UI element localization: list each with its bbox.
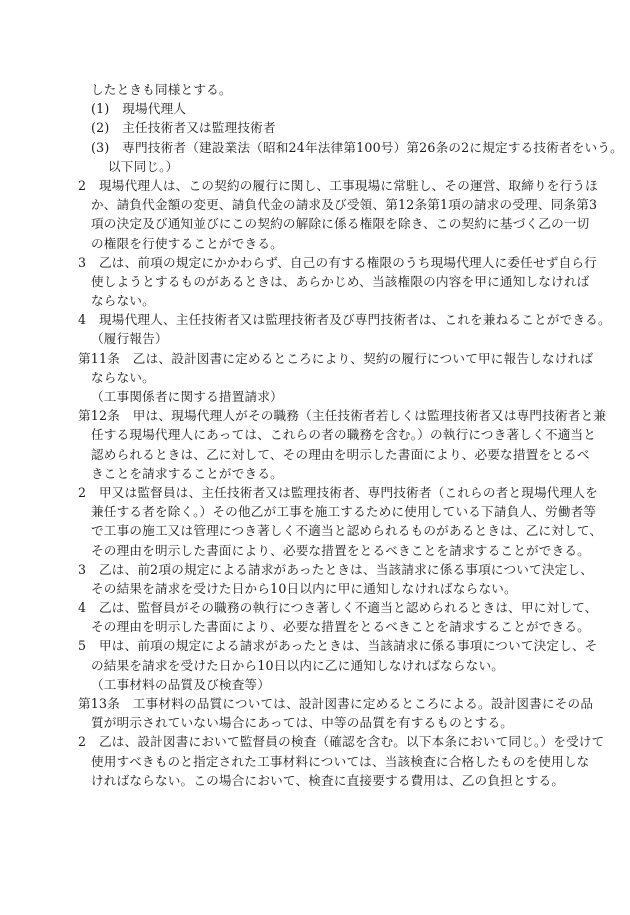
contract-text <box>78 80 623 790</box>
text-line: 認められるときは、乙に対して、その理由を明示した書面により、必要な措置をとるべ <box>91 446 590 462</box>
article-11: 第11条 乙は、設計図書に定めるところにより、契約の履行について甲に報告しなければ <box>78 350 594 366</box>
text-line: 任する現場代理人にあっては、これらの者の職務を含む。）の執行につき著しく不適当と <box>91 427 597 443</box>
article-heading: （履行報告） <box>91 331 168 347</box>
text-line: の権限を行使することができる。 <box>91 235 283 251</box>
article-heading: （工事関係者に関する措置請求） <box>91 389 283 404</box>
text-line: その結果を請求を受けた日から10日以内に甲に通知しなければならない。 <box>91 580 517 596</box>
clause-4-paragraph: 4 現場代理人、主任技術者又は監理技術者及び専門技術者は、これを兼ねることができる。 <box>78 312 611 328</box>
article-12-paragraph-3: 3 乙は、前2項の規定による請求があったときは、当該請求に係る事項について決定し、 <box>78 561 594 577</box>
text-line: 使用すべきものと指定された工事材料については、当該検査に合格したものを使用しな <box>91 753 590 769</box>
text-line: 使しようとするものがあるときは、あらかじめ、当該権限の内容を甲に通知しなければ <box>91 273 590 289</box>
list-item-site-agent: (1) 現場代理人 <box>91 101 187 117</box>
text-line: で工事の施工又は管理につき著しく不適当と認められるものがあるときは、乙に対して、 <box>91 523 603 539</box>
article-12: 第12条 甲は、現場代理人がその職務（主任技術者若しくは監理技術者又は専門技術者と兼 <box>78 408 607 424</box>
article-13: 第13条 工事材料の品質については、設計図書に定めるところによる。設計図書にその品 <box>78 696 594 711</box>
text-line: その理由を明示した書面により、必要な措置をとるべきことを請求することができる。 <box>91 542 590 558</box>
list-item-chief-engineer: (2) 主任技術者又は監理技術者 <box>91 120 276 136</box>
article-12-paragraph-5: 5 甲は、前項の規定による請求があったときは、当該請求に係る事項について決定し、そ <box>78 638 598 654</box>
text-line: その理由を明示した書面により、必要な措置をとるべきことを請求することができる。 <box>91 619 590 635</box>
text-line: きことを請求することができる。 <box>91 465 283 481</box>
text-line: 項の決定及び通知並びにこの契約の解除に係る権限を除き、この契約に基づく乙の一切 <box>91 216 590 232</box>
text-line: 兼任する者を除く。）その他乙が工事を施工するために使用している下請負人、労働者等 <box>91 504 597 520</box>
article-13-paragraph-2: 2 乙は、設計図書において監督員の検査（確認を含む。以下本条において同じ。）を受けて <box>78 734 605 750</box>
text-line: したときも同様とする。 <box>91 82 232 97</box>
clause-3-paragraph: 3 乙は、前項の規定にかかわらず、自己の有する権限のうち現場代理人に委任せず自ら行 <box>78 254 597 270</box>
text-line: ければならない。この場合において、検査に直接要する費用は、乙の負担とする。 <box>91 772 565 788</box>
text-line: か、請負代金額の変更、請負代金の請求及び受領、第12条第1項の請求の受理、同条第3 <box>91 197 598 213</box>
article-12-paragraph-4: 4 乙は、監督員がその職務の執行につき著しく不適当と認められるときは、甲に対して、 <box>78 600 598 616</box>
text-line: ならない。 <box>91 369 155 385</box>
article-heading: （工事材料の品質及び検査等） <box>91 676 271 692</box>
text-line: ならない。 <box>91 293 155 309</box>
text-line: 以下同じ。） <box>108 158 179 174</box>
text-line: の結果を請求を受けた日から10日以内に乙に通知しなければならない。 <box>91 657 505 673</box>
list-item-specialist-engineer: (3) 専門技術者（建設業法（昭和24年法律第100号）第26条の2に規定する技術者をいう。 <box>91 139 623 155</box>
article-12-paragraph-2: 2 甲又は監督員は、主任技術者又は監理技術者、専門技術者（これらの者と現場代理人を <box>78 484 598 500</box>
clause-2-paragraph: 2 現場代理人は、この契約の履行に関し、工事現場に常駐し、その運営、取締りを行うほ <box>78 177 598 193</box>
text-line: 質が明示されていない場合にあっては、中等の品質を有するものとする。 <box>91 715 514 731</box>
